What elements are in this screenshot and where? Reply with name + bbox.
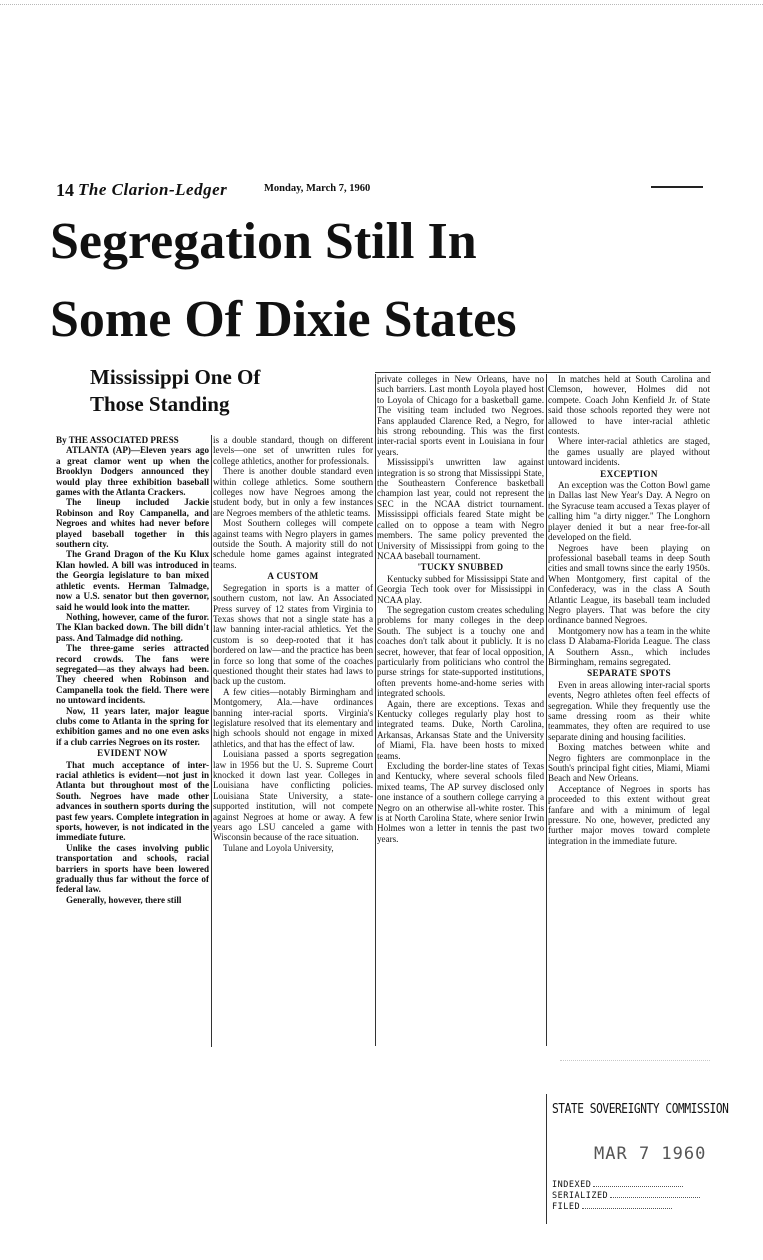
issue-date: Monday, March 7, 1960	[264, 183, 371, 194]
subheadline-line-1: Mississippi One Of	[90, 365, 261, 389]
column-top-rule	[375, 372, 711, 373]
masthead-rule	[651, 186, 703, 188]
stamp-filed	[552, 1202, 672, 1212]
stamp-edge	[546, 1094, 547, 1224]
paragraph: Nothing, however, came of the furor. The Klan backed down. The bill didn't pass. And Talmadge did nothing.	[56, 611, 209, 643]
paragraph: In matches held at South Carolina and Clemson, however, Holmes did not compete. Coach John Kenfield Jr. of State said those schools reported they were not allowed to have inter-racial athletic contests.	[548, 374, 710, 437]
paragraph: That much acceptance of inter-racial athletics is evident—not just in Atlanta but throughout most of the South. Negroes have made other advances in southern sports during the past few years. Complete integration in sports, however, is not indicated in the immediate future.	[56, 759, 209, 843]
paragraph: The three-game series attracted record crowds. The fans were segregated—as they always had been. They cheered when Robinson and Campanella took the field. There were no untoward incidents.	[56, 643, 209, 706]
paragraph: Where inter-racial athletics are staged, the games usually are played without untoward incidents.	[548, 436, 710, 468]
paragraph: Boxing matches between white and Negro fighters are commonplace in the South's principal fight cities, Miami, Miami Beach and New Orleans.	[548, 742, 710, 784]
paragraph: Acceptance of Negroes in sports has proceeded to this extent without great fanfare and with a minimum of legal pressure. No one, however, predicted any further major moves toward complete integration in the immediate future.	[548, 783, 710, 846]
byline: By THE ASSOCIATED PRESS	[56, 435, 179, 445]
subheadline	[90, 364, 330, 418]
paragraph: Montgomery now has a team in the white class D Alabama-Florida League. The class A Southern Assn., which includes Birmingham, remains segregated.	[548, 625, 710, 667]
paragraph: Now, 11 years later, major league clubs come to Atlanta in the spring for exhibition games and no one even asks if a club carries Negroes on its roster.	[56, 705, 209, 747]
paragraph: The Grand Dragon of the Ku Klux Klan howled. A bill was introduced in the Georgia legislature to ban mixed athletic events. Herman Talmadge, now a U.S. senator but then governor, said he would look into the matter.	[56, 549, 209, 612]
section-heading: A CUSTOM	[267, 571, 319, 582]
page-number: 14	[56, 180, 74, 200]
article-column-4	[548, 374, 710, 1054]
paragraph: is a double standard, though on different levels—one set of unwritten rules for college athletics, another for professionals.	[213, 435, 373, 466]
stamp-indexed-label: INDEXED	[552, 1180, 592, 1190]
section-heading: EXCEPTION	[600, 468, 658, 479]
article-column-3	[377, 374, 544, 1054]
paragraph: Unlike the cases involving public transportation and schools, racial barriers in sports have been lowered gradually thus far without the force of federal law.	[56, 842, 209, 895]
paragraph: private colleges in New Orleans, have no such barriers. Last month Loyola played host to Loyola of Chicago for a basketball game. The visiting team included two Negroes. Fans applauded Clarence Red, a Negro, for his strong rebounding. This was the first inter-racial sports event in Louisiana in four years.	[377, 374, 544, 457]
newspaper-name: The Clarion-Ledger	[78, 180, 228, 199]
paragraph: Even in areas allowing inter-racial sports events, Negro athletes often feel effects of segregation. While they frequently use the same dressing room as their white teammates, they often are required to use separate dining and housing facilities.	[548, 679, 710, 742]
column-divider	[211, 435, 212, 1047]
paragraph: Segregation in sports is a matter of southern custom, not law. An Associated Press survey of 12 states from Virginia to Texas shows that not a single state has a law banning inter-racial athletics. Yet the custom is so deep-rooted that it has bordered on law—and the practice has been in force so long that some of the coaches questioned thought their states had laws to back up the custom.	[213, 582, 373, 687]
paragraph: Again, there are exceptions. Texas and Kentucky colleges regularly play host to integrated teams. Duke, North Carolina, Arkansas, Arkansas State and the University of Miami, Fla. have been hosts to mixed teams.	[377, 698, 544, 761]
section-heading: 'TUCKY SNUBBED	[417, 562, 504, 573]
stamp-indexed	[552, 1180, 683, 1190]
article-column-2	[213, 435, 373, 1055]
paragraph: Tulane and Loyola University,	[223, 842, 334, 853]
subheadline-line-2: Those Standing	[90, 392, 230, 416]
paragraph: Mississippi's unwritten law against integration is so strong that Mississippi State, the Southeastern Conference basketball champion last year, could not represent the SEC in the NCAA district tournament. Mississippi officials feared State might be called on to oppose a team with Negro members. The same policy prevented the University of Mississippi from going to the NCAA baseball tournament.	[377, 457, 544, 561]
paragraph: An exception was the Cotton Bowl game in Dallas last New Year's Day. A Negro on the Syracuse team accused a Texas player of calling him "a dirty nigger." The Longhorn player denied it but a near free-for-all developed on the field.	[548, 480, 710, 543]
article-column-1	[56, 435, 209, 1055]
column-divider	[375, 374, 376, 1046]
paragraph: Generally, however, there still	[66, 894, 182, 905]
commission-stamp	[546, 1094, 732, 1244]
stamp-title: STATE SOVEREIGNTY COMMISSION	[552, 1102, 729, 1117]
stamp-serialized	[552, 1191, 700, 1201]
paragraph: Most Southern colleges will compete against teams with Negro players in games outside the South. A majority still do not schedule home games against integrated teams.	[213, 518, 373, 570]
paragraph: The segregation custom creates scheduling problems for many colleges in the deep South. The subject is a touchy one and coaches don't talk about it publicly. It is no secret, however, that fear of local opposition, particularly from politicians who control the purse strings for state-supported institutions, often prevents home-and-home series with integrated schools.	[377, 604, 544, 699]
column-divider	[546, 374, 547, 1046]
headline-line-1: Segregation Still In	[50, 213, 477, 270]
stamp-serialized-label: SERIALIZED	[552, 1191, 609, 1201]
paragraph: There is another double standard even within college athletics. Some southern colleges now have Negroes among the student body, but in only a few instances are Negroes members of the athletic teams.	[213, 466, 373, 518]
section-heading: EVIDENT NOW	[97, 748, 168, 759]
stamp-filed-label: FILED	[552, 1202, 581, 1212]
paragraph: The lineup included Jackie Robinson and Roy Campanella, and Negroes and whites had never before played baseball together in this southern city.	[56, 497, 209, 550]
faint-marks	[560, 1060, 710, 1061]
scan-border	[0, 4, 763, 5]
section-heading: SEPARATE SPOTS	[587, 668, 671, 679]
paragraph: Excluding the border-line states of Texas and Kentucky, where several schools filed mixed teams, The AP survey disclosed only one instance of a southern college carrying a Negro on an otherwise all-white roster. This is at North Carolina State, where senior Irwin Holmes won a letter in tennis the past two years.	[377, 761, 544, 844]
paragraph: Negroes have been playing on professional baseball teams in deep South cities and small towns since the early 1950s. When Montgomery, first capital of the Confederacy, was in the class A South Atlantic League, its baseball team included Negro players. That was before the city ordinance banned Negroes.	[548, 542, 710, 626]
paragraph: ATLANTA (AP)—Eleven years ago a great clamor went up when the Brooklyn Dodgers announced they would play three exhibition baseball games with the Atlanta Crackers.	[56, 445, 209, 498]
paragraph: Louisiana passed a sports segregation law in 1956 but the U. S. Supreme Court knocked it down last year. Colleges in Louisiana have conflicting policies. Louisiana State University, a state-supported institution, will not compete against Negroes at home or away. A few years ago LSU canceled a game with Wisconsin because of the race situation.	[213, 749, 373, 843]
paragraph: Kentucky subbed for Mississippi State and Georgia Tech took over for Mississippi in NCAA play.	[377, 573, 544, 605]
paragraph: A few cities—notably Birmingham and Montgomery, Ala.—have ordinances banning inter-racial sports. Virginia's legislature resolved that its elementary and high schools should not engage in mixed athletics, and that has the effect of law.	[213, 686, 373, 749]
masthead	[56, 180, 386, 202]
headline-line-2: Some Of Dixie States	[50, 291, 517, 348]
stamp-date: MAR 7 1960	[594, 1144, 707, 1164]
